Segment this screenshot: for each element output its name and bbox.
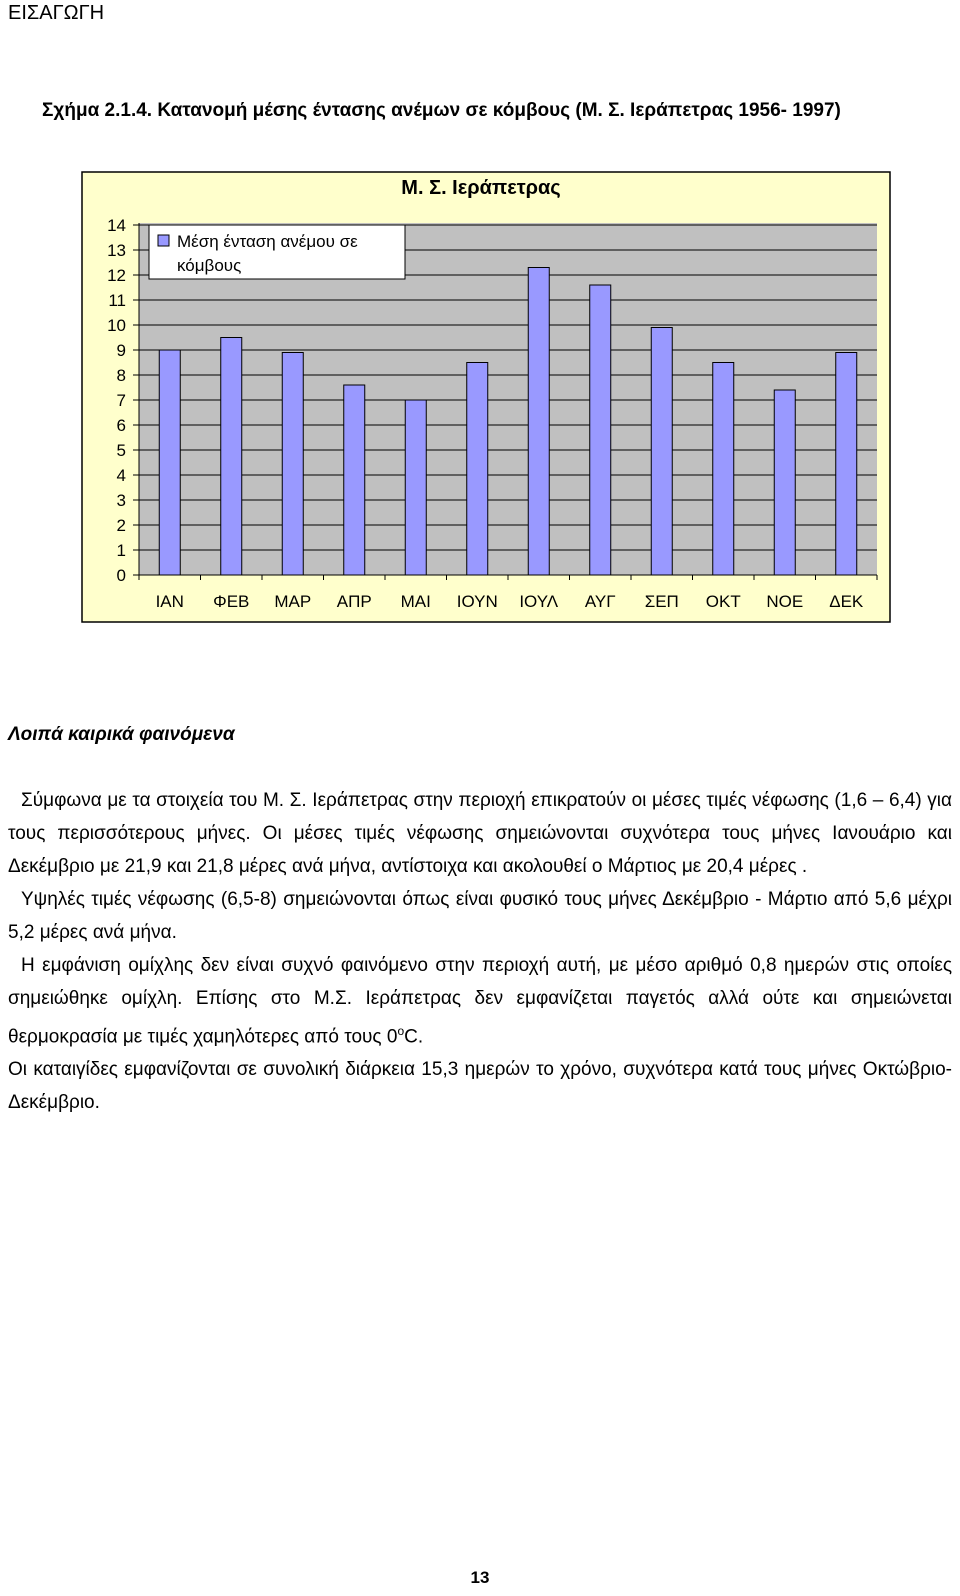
y-tick-label: 11 [108,291,126,310]
legend-label-line1: Μέση ένταση ανέμου σε [177,232,358,251]
bar-8 [590,285,611,575]
fog-text-end: C. [404,1026,424,1048]
y-tick-label: 5 [116,441,126,460]
bar-5 [405,400,426,575]
legend [149,225,405,279]
y-tick-label: 2 [116,516,126,535]
bar-chart [0,170,960,630]
paragraph-storms: Οι καταιγίδες εμφανίζονται σε συνολική διάρκεια 15,3 ημερών το χρόνο, συχνότερα κατά τους μήνες Οκτώβριο-Δεκέμβριο. [8,1059,952,1114]
y-tick-label: 9 [116,341,126,360]
chart-title: Μ. Σ. Ιεράπετρας [401,177,561,199]
x-tick-label: ΑΠΡ [336,592,372,611]
bar-1 [159,350,180,575]
fog-text: Η εμφάνιση ομίχλης δεν είναι συχνό φαινόμενο στην περιοχή αυτή, με μέσο αριθμό 0,8 ημερών στις οποίες σημειώθηκε ομίχλη. Επίσης στο Μ.Σ. Ιεράπετρας δεν εμφανίζεται παγετός αλλά ούτε και σημειώνεται θερμοκρασία με τιμές χαμηλότερες από τους 0 [8,955,952,1048]
x-tick-label: ΑΥΓ [584,592,616,611]
figure-caption: Σχήμα 2.1.4. Κατανομή μέσης έντασης ανέμων σε κόμβους (Μ. Σ. Ιεράπετρας 1956- 1997) [42,100,841,121]
paragraph-cloudiness: Σύμφωνα με τα στοιχεία του Μ. Σ. Ιεράπετρας στην περιοχή επικρατούν οι μέσες τιμές νέφωσης (1,6 – 6,4) για τους περισσότερους μήνες. Οι μέσες τιμές νέφωσης σημειώνονται συχνότερα τους μήνες Ιανουάριο και Δεκέμβριο με 21,9 και 21,8 μέρες ανά μήνα, αντίστοιχα και ακολουθεί ο Μάρτιος με 20,4 μέρες . [8,790,952,877]
degree-superscript: o [397,1024,405,1038]
page-number: 13 [470,1568,490,1587]
bar-4 [344,385,365,575]
bar-6 [467,363,488,576]
section-title: Λοιπά καιρικά φαινόμενα [8,724,235,745]
x-tick-label: ΣΕΠ [644,592,679,611]
x-tick-label: ΙΑΝ [155,592,184,611]
y-tick-label: 0 [116,566,126,585]
paragraph-high-cloudiness: Υψηλές τιμές νέφωσης (6,5-8) σημειώνονται όπως είναι φυσικό τους μήνες Δεκέμβριο - Μάρτιο από 5,6 μέχρι 5,2 μέρες ανά μήνα. [8,889,952,943]
x-tick-label: ΦΕΒ [213,592,250,611]
bar-9 [651,328,672,576]
page-header: ΕΙΣΑΓΩΓΗ [8,2,105,24]
x-tick-label: ΙΟΥΝ [456,592,498,611]
bar-7 [528,268,549,576]
y-tick-label: 1 [116,541,126,560]
x-tick-label: ΝΟΕ [766,592,804,611]
bar-11 [774,390,795,575]
y-tick-label: 8 [116,366,126,385]
body-text [8,784,952,1119]
y-tick-label: 4 [116,466,126,485]
bar-10 [713,363,734,576]
paragraph-fog-frost [8,949,952,1053]
y-tick-label: 12 [107,266,126,285]
x-tick-label: ΜΑΡ [274,592,312,611]
y-tick-label: 13 [107,241,126,260]
y-tick-label: 10 [107,316,126,335]
y-tick-label: 14 [107,216,126,235]
legend-swatch [158,235,169,246]
bar-2 [221,338,242,576]
bar-12 [836,353,857,576]
y-tick-label: 7 [116,391,126,410]
chart-container [0,170,960,635]
x-tick-label: ΟΚΤ [705,592,741,611]
x-tick-label: ΙΟΥΛ [519,592,559,611]
legend-label-line2: κόμβους [177,256,242,275]
y-tick-label: 3 [116,491,126,510]
bar-3 [282,353,303,576]
x-tick-label: ΔΕΚ [829,592,864,611]
y-tick-label: 6 [116,416,126,435]
x-tick-label: ΜΑΙ [400,592,431,611]
